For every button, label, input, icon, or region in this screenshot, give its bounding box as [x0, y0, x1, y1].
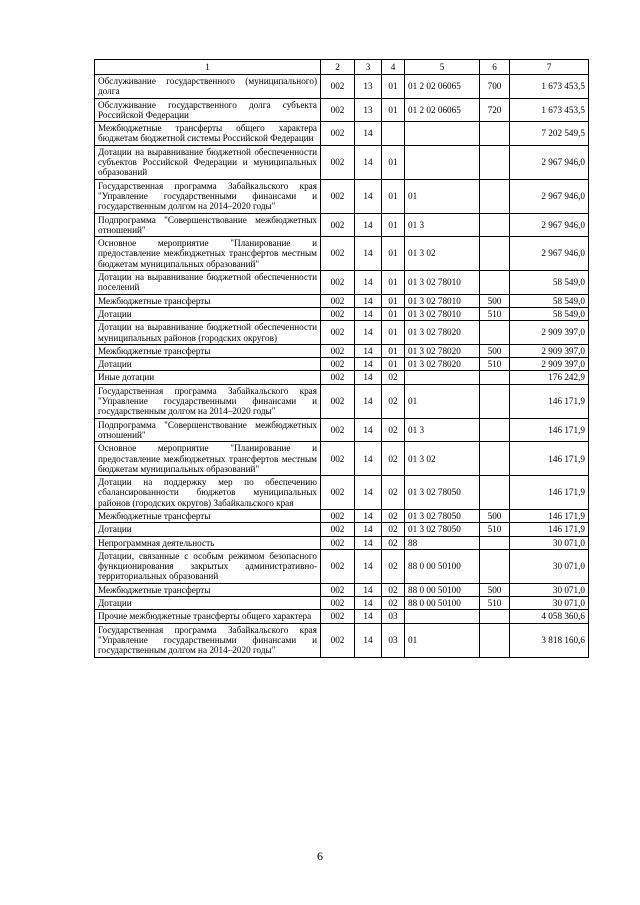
section-cell: 14	[355, 344, 382, 357]
amount-cell: 1 673 453,5	[510, 98, 589, 122]
amount-cell: 176 242,9	[510, 371, 589, 384]
row-name-cell: Дотации	[95, 597, 321, 610]
subsection-cell: 02	[382, 476, 405, 510]
row-name-cell: Дотации на выравнивание бюджетной обеспеченности субъектов Российской Федерации и муниципальных образований	[95, 145, 321, 179]
expense-type-cell	[480, 122, 510, 146]
target-article-cell: 01 3 02	[405, 237, 480, 271]
amount-cell: 58 549,0	[510, 271, 589, 295]
subsection-cell: 02	[382, 536, 405, 549]
subsection-cell: 02	[382, 523, 405, 536]
row-name-cell: Обслуживание государственного (муниципального) долга	[95, 75, 321, 99]
column-header: 3	[355, 60, 382, 75]
expense-type-cell	[480, 145, 510, 179]
section-cell: 14	[355, 145, 382, 179]
admin-code-cell: 002	[321, 384, 355, 418]
admin-code-cell: 002	[321, 523, 355, 536]
table-row	[95, 418, 589, 442]
row-name-cell: Прочие межбюджетные трансферты общего характера	[95, 610, 321, 623]
amount-cell: 2 967 946,0	[510, 237, 589, 271]
subsection-cell: 01	[382, 294, 405, 307]
section-cell: 14	[355, 321, 382, 345]
expense-type-cell	[480, 442, 510, 476]
expense-type-cell: 720	[480, 98, 510, 122]
row-name-cell: Дотации	[95, 307, 321, 320]
expense-type-cell: 510	[480, 523, 510, 536]
admin-code-cell: 002	[321, 509, 355, 522]
target-article-cell: 01	[405, 384, 480, 418]
subsection-cell: 01	[382, 237, 405, 271]
section-cell: 14	[355, 476, 382, 510]
expense-type-cell	[480, 321, 510, 345]
expense-type-cell	[480, 536, 510, 549]
target-article-cell: 01 2 02 06065	[405, 98, 480, 122]
table-row	[95, 344, 589, 357]
row-name-cell: Дотации на поддержку мер по обеспечению сбалансированности бюджетов муниципальных районов (городских округов) Забайкальского края	[95, 476, 321, 510]
expense-type-cell: 510	[480, 597, 510, 610]
table-row	[95, 122, 589, 146]
expense-type-cell	[480, 476, 510, 510]
expense-type-cell	[480, 271, 510, 295]
section-cell: 14	[355, 610, 382, 623]
admin-code-cell: 002	[321, 145, 355, 179]
admin-code-cell: 002	[321, 321, 355, 345]
table-row	[95, 536, 589, 549]
admin-code-cell: 002	[321, 75, 355, 99]
row-name-cell: Непрограммная деятельность	[95, 536, 321, 549]
subsection-cell: 01	[382, 358, 405, 371]
admin-code-cell: 002	[321, 442, 355, 476]
subsection-cell: 01	[382, 75, 405, 99]
target-article-cell: 01 3 02 78010	[405, 271, 480, 295]
table-row	[95, 442, 589, 476]
subsection-cell: 02	[382, 371, 405, 384]
admin-code-cell: 002	[321, 536, 355, 549]
target-article-cell: 01 3 02 78010	[405, 294, 480, 307]
subsection-cell: 01	[382, 344, 405, 357]
subsection-cell: 02	[382, 442, 405, 476]
expense-type-cell	[480, 623, 510, 657]
subsection-cell: 02	[382, 583, 405, 596]
table-row	[95, 384, 589, 418]
amount-cell: 30 071,0	[510, 536, 589, 549]
admin-code-cell: 002	[321, 597, 355, 610]
admin-code-cell: 002	[321, 271, 355, 295]
target-article-cell: 01 3	[405, 213, 480, 237]
section-cell: 14	[355, 213, 382, 237]
target-article-cell	[405, 371, 480, 384]
target-article-cell: 01	[405, 623, 480, 657]
row-name-cell: Дотации	[95, 358, 321, 371]
amount-cell: 146 171,9	[510, 476, 589, 510]
table-header-row	[95, 60, 589, 75]
table-row	[95, 75, 589, 99]
target-article-cell: 88 0 00 50100	[405, 597, 480, 610]
subsection-cell: 02	[382, 549, 405, 583]
table-row	[95, 509, 589, 522]
table-row	[95, 610, 589, 623]
amount-cell: 2 967 946,0	[510, 213, 589, 237]
expense-type-cell: 500	[480, 509, 510, 522]
table-row	[95, 523, 589, 536]
amount-cell: 146 171,9	[510, 418, 589, 442]
amount-cell: 146 171,9	[510, 523, 589, 536]
column-header: 6	[480, 60, 510, 75]
row-name-cell: Межбюджетные трансферты	[95, 344, 321, 357]
admin-code-cell: 002	[321, 307, 355, 320]
row-name-cell: Подпрограмма "Совершенствование межбюджетных отношений"	[95, 418, 321, 442]
expense-type-cell	[480, 179, 510, 213]
amount-cell: 2 909 397,0	[510, 321, 589, 345]
row-name-cell: Государственная программа Забайкальского края "Управление государственными финансами и государственным долгом на 2014–2020 годы"	[95, 384, 321, 418]
subsection-cell: 01	[382, 307, 405, 320]
table-row	[95, 358, 589, 371]
subsection-cell: 02	[382, 384, 405, 418]
section-cell: 14	[355, 583, 382, 596]
expense-type-cell: 500	[480, 583, 510, 596]
admin-code-cell: 002	[321, 583, 355, 596]
admin-code-cell: 002	[321, 476, 355, 510]
target-article-cell: 01 3	[405, 418, 480, 442]
row-name-cell: Дотации, связанные с особым режимом безопасного функционирования закрытых административно-территориальных образований	[95, 549, 321, 583]
subsection-cell: 02	[382, 597, 405, 610]
row-name-cell: Межбюджетные трансферты	[95, 583, 321, 596]
expense-type-cell	[480, 371, 510, 384]
subsection-cell: 01	[382, 213, 405, 237]
row-name-cell: Государственная программа Забайкальского края "Управление государственными финансами и государственным долгом на 2014–2020 годы"	[95, 179, 321, 213]
expense-type-cell: 700	[480, 75, 510, 99]
subsection-cell	[382, 122, 405, 146]
subsection-cell: 01	[382, 321, 405, 345]
amount-cell: 4 058 360,6	[510, 610, 589, 623]
expense-type-cell: 500	[480, 344, 510, 357]
row-name-cell: Основное мероприятие "Планирование и предоставление межбюджетных трансфертов местным бюджетам муниципальных образований"	[95, 237, 321, 271]
subsection-cell: 02	[382, 509, 405, 522]
admin-code-cell: 002	[321, 294, 355, 307]
table-row	[95, 179, 589, 213]
section-cell: 14	[355, 523, 382, 536]
section-cell: 14	[355, 623, 382, 657]
target-article-cell: 01 3 02 78050	[405, 523, 480, 536]
amount-cell: 30 071,0	[510, 549, 589, 583]
row-name-cell: Дотации на выравнивание бюджетной обеспеченности муниципальных районов (городских округов)	[95, 321, 321, 345]
table-row	[95, 623, 589, 657]
subsection-cell: 01	[382, 271, 405, 295]
section-cell: 14	[355, 179, 382, 213]
target-article-cell	[405, 122, 480, 146]
amount-cell: 2 909 397,0	[510, 358, 589, 371]
row-name-cell: Межбюджетные трансферты общего характера бюджетам бюджетной системы Российской Федерации	[95, 122, 321, 146]
section-cell: 13	[355, 98, 382, 122]
column-header: 4	[382, 60, 405, 75]
section-cell: 14	[355, 418, 382, 442]
section-cell: 14	[355, 384, 382, 418]
section-cell: 14	[355, 237, 382, 271]
table-row	[95, 549, 589, 583]
column-header: 7	[510, 60, 589, 75]
row-name-cell: Подпрограмма "Совершенствование межбюджетных отношений"	[95, 213, 321, 237]
amount-cell: 58 549,0	[510, 294, 589, 307]
subsection-cell: 01	[382, 145, 405, 179]
expense-type-cell: 510	[480, 358, 510, 371]
admin-code-cell: 002	[321, 213, 355, 237]
table-row	[95, 371, 589, 384]
expense-type-cell	[480, 549, 510, 583]
admin-code-cell: 002	[321, 371, 355, 384]
expense-type-cell	[480, 237, 510, 271]
expense-type-cell	[480, 610, 510, 623]
section-cell: 14	[355, 371, 382, 384]
column-header: 2	[321, 60, 355, 75]
table-row	[95, 321, 589, 345]
table-row	[95, 583, 589, 596]
amount-cell: 30 071,0	[510, 597, 589, 610]
expense-type-cell	[480, 213, 510, 237]
section-cell: 14	[355, 294, 382, 307]
admin-code-cell: 002	[321, 358, 355, 371]
budget-table	[94, 59, 589, 658]
expense-type-cell: 510	[480, 307, 510, 320]
column-header: 5	[405, 60, 480, 75]
target-article-cell: 01 3 02 78020	[405, 358, 480, 371]
amount-cell: 2 967 946,0	[510, 179, 589, 213]
section-cell: 14	[355, 122, 382, 146]
amount-cell: 3 818 160,6	[510, 623, 589, 657]
section-cell: 14	[355, 271, 382, 295]
row-name-cell: Межбюджетные трансферты	[95, 509, 321, 522]
admin-code-cell: 002	[321, 237, 355, 271]
amount-cell: 146 171,9	[510, 442, 589, 476]
amount-cell: 2 909 397,0	[510, 344, 589, 357]
section-cell: 14	[355, 536, 382, 549]
expense-type-cell	[480, 384, 510, 418]
amount-cell: 146 171,9	[510, 509, 589, 522]
target-article-cell: 01 2 02 06065	[405, 75, 480, 99]
expense-type-cell: 500	[480, 294, 510, 307]
row-name-cell: Основное мероприятие "Планирование и предоставление межбюджетных трансфертов местным бюджетам муниципальных образований"	[95, 442, 321, 476]
subsection-cell: 01	[382, 98, 405, 122]
table-row	[95, 237, 589, 271]
admin-code-cell: 002	[321, 623, 355, 657]
target-article-cell: 88 0 00 50100	[405, 583, 480, 596]
admin-code-cell: 002	[321, 122, 355, 146]
admin-code-cell: 002	[321, 344, 355, 357]
subsection-cell: 03	[382, 623, 405, 657]
amount-cell: 30 071,0	[510, 583, 589, 596]
table-row	[95, 294, 589, 307]
admin-code-cell: 002	[321, 549, 355, 583]
target-article-cell: 01 3 02 78020	[405, 321, 480, 345]
section-cell: 14	[355, 307, 382, 320]
page-number: 6	[317, 849, 323, 863]
section-cell: 14	[355, 442, 382, 476]
table-row	[95, 476, 589, 510]
subsection-cell: 02	[382, 418, 405, 442]
amount-cell: 58 549,0	[510, 307, 589, 320]
admin-code-cell: 002	[321, 179, 355, 213]
target-article-cell	[405, 610, 480, 623]
expense-type-cell	[480, 418, 510, 442]
table-row	[95, 145, 589, 179]
table-row	[95, 213, 589, 237]
target-article-cell: 01	[405, 179, 480, 213]
table-body	[95, 75, 589, 658]
target-article-cell: 01 3 02 78050	[405, 509, 480, 522]
row-name-cell: Обслуживание государственного долга субъекта Российской Федерации	[95, 98, 321, 122]
target-article-cell: 01 3 02 78050	[405, 476, 480, 510]
row-name-cell: Государственная программа Забайкальского края "Управление государственными финансами и государственным долгом на 2014–2020 годы"	[95, 623, 321, 657]
admin-code-cell: 002	[321, 98, 355, 122]
section-cell: 13	[355, 75, 382, 99]
target-article-cell	[405, 145, 480, 179]
section-cell: 14	[355, 358, 382, 371]
admin-code-cell: 002	[321, 610, 355, 623]
table-row	[95, 307, 589, 320]
row-name-cell: Дотации	[95, 523, 321, 536]
target-article-cell: 01 3 02	[405, 442, 480, 476]
subsection-cell: 01	[382, 179, 405, 213]
section-cell: 14	[355, 597, 382, 610]
target-article-cell: 88	[405, 536, 480, 549]
target-article-cell: 88 0 00 50100	[405, 549, 480, 583]
target-article-cell: 01 3 02 78020	[405, 344, 480, 357]
column-header: 1	[95, 60, 321, 75]
amount-cell: 7 202 549,5	[510, 122, 589, 146]
admin-code-cell: 002	[321, 418, 355, 442]
amount-cell: 146 171,9	[510, 384, 589, 418]
target-article-cell: 01 3 02 78010	[405, 307, 480, 320]
table-row	[95, 98, 589, 122]
section-cell: 14	[355, 549, 382, 583]
row-name-cell: Дотации на выравнивание бюджетной обеспеченности поселений	[95, 271, 321, 295]
amount-cell: 2 967 946,0	[510, 145, 589, 179]
row-name-cell: Иные дотации	[95, 371, 321, 384]
section-cell: 14	[355, 509, 382, 522]
subsection-cell: 03	[382, 610, 405, 623]
table-row	[95, 271, 589, 295]
table-row	[95, 597, 589, 610]
row-name-cell: Межбюджетные трансферты	[95, 294, 321, 307]
amount-cell: 1 673 453,5	[510, 75, 589, 99]
